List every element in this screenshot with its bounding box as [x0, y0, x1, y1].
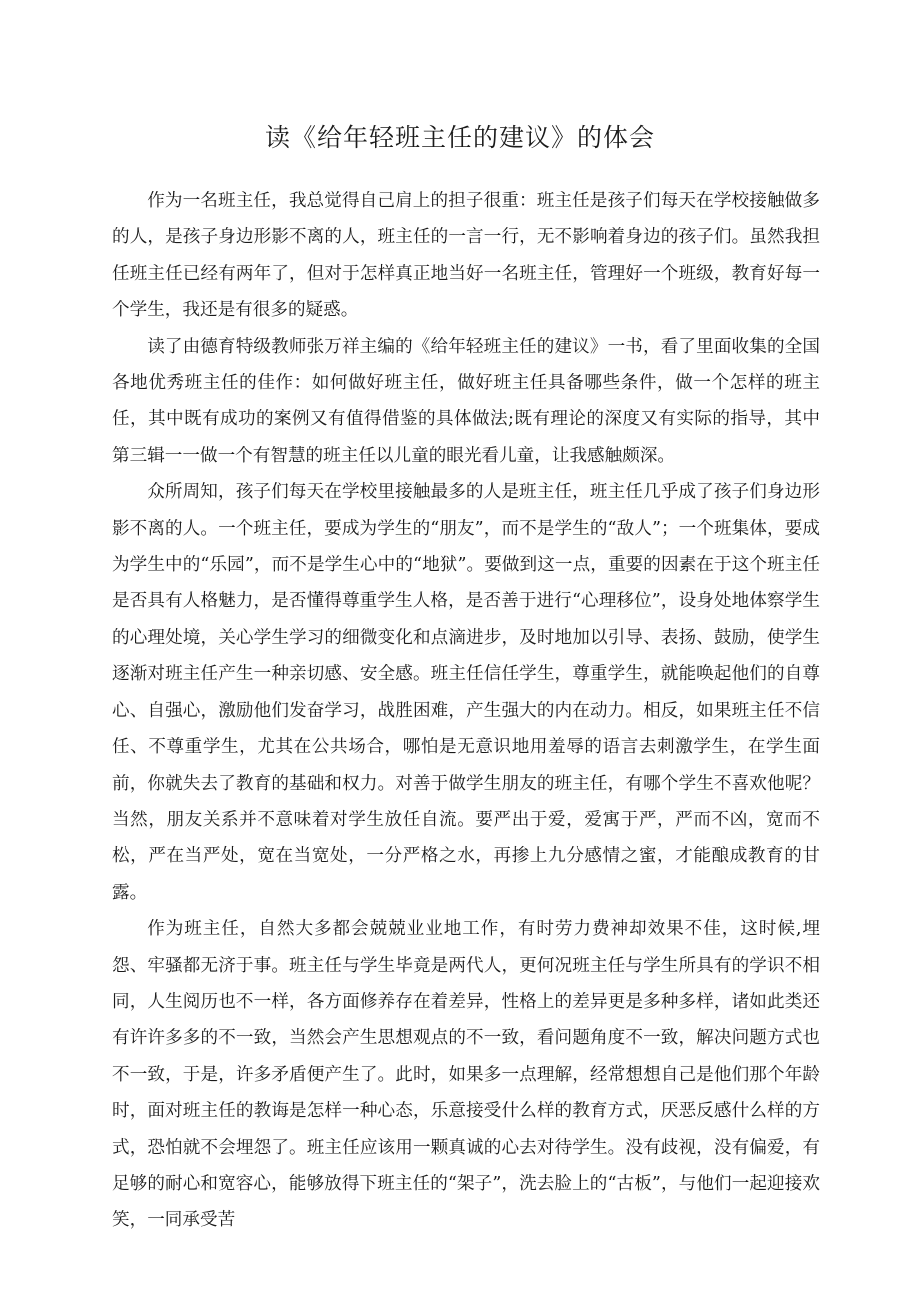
- document-body: [112, 183, 820, 1239]
- document-title: 读《给年轻班主任的建议》的体会: [264, 123, 655, 152]
- paragraph-3: 众所周知，孩子们每天在学校里接触最多的人是班主任，班主任几乎成了孩子们身边形影不离的人。一个班主任，要成为学生的“朋友”，而不是学生的“敌人”；一个班集体，要成为学生中的“乐园”，而不是学生心中的“地狱”。要做到这一点，重要的因素在于这个班主任是否具有人格魅力，是否懂得尊重学生人格，是否善于进行“心理移位”，设身处地体察学生的心理处境，关心学生学习的细微变化和点滴进步，及时地加以引导、表扬、鼓励，使学生逐渐对班主任产生一种亲切感、安全感。班主任信任学生，尊重学生，就能唤起他们的自尊心、自强心，激励他们发奋学习，战胜困难，产生强大的内在动力。相反，如果班主任不信任、不尊重学生，尤其在公共场合，哪怕是无意识地用羞辱的语言去刺激学生，在学生面前，你就失去了教育的基础和权力。对善于做学生朋友的班主任，有哪个学生不喜欢他呢？当然，朋友关系并不意味着对学生放任自流。要严出于爱，爱寓于严，严而不凶，宽而不松，严在当严处，宽在当宽处，一分严格之水，再掺上九分感情之蜜，才能酿成教育的甘露。: [112, 482, 820, 903]
- paragraph-4: 作为班主任，自然大多都会兢兢业业地工作，有时劳力费神却效果不佳，这时候,埋怨、牢骚都无济于事。班主任与学生毕竟是两代人，更何况班主任与学生所具有的学识不相同，人生阅历也不一样，各方面修养存在着差异，性格上的差异更是多种多样，诸如此类还有许许多多的不一致，当然会产生思想观点的不一致，看问题角度不一致，解决问题方式也不一致，于是，许多矛盾便产生了。此时，如果多一点理解，经常想想自己是他们那个年龄时，面对班主任的教诲是怎样一种心态，乐意接受什么样的教育方式，厌恶反感什么样的方式，恐怕就不会埋怨了。班主任应该用一颗真诚的心去对待学生。没有歧视，没有偏爱，有足够的耐心和宽容心，能够放得下班主任的“架子”，洗去脸上的“古板”，与他们一起迎接欢笑，一同承受苦: [112, 919, 820, 1231]
- paragraph-1: 作为一名班主任，我总觉得自己肩上的担子很重：班主任是孩子们每天在学校接触做多的人，是孩子身边形影不离的人，班主任的一言一行，无不影响着身边的孩子们。虽然我担任班主任已经有两年了，但对于怎样真正地当好一名班主任，管理好一个班级，教育好每一个学生，我还是有很多的疑惑。: [112, 191, 820, 321]
- paragraph-2: 读了由德育特级教师张万祥主编的《给年轻班主任的建议》一书，看了里面收集的全国各地优秀班主任的佳作：如何做好班主任，做好班主任具备哪些条件，做一个怎样的班主任，其中既有成功的案例又有值得借鉴的具体做法;既有理论的深度又有实际的指导，其中第三辑一一做一个有智慧的班主任以儿童的眼光看儿童，让我感触颇深。: [112, 336, 820, 466]
